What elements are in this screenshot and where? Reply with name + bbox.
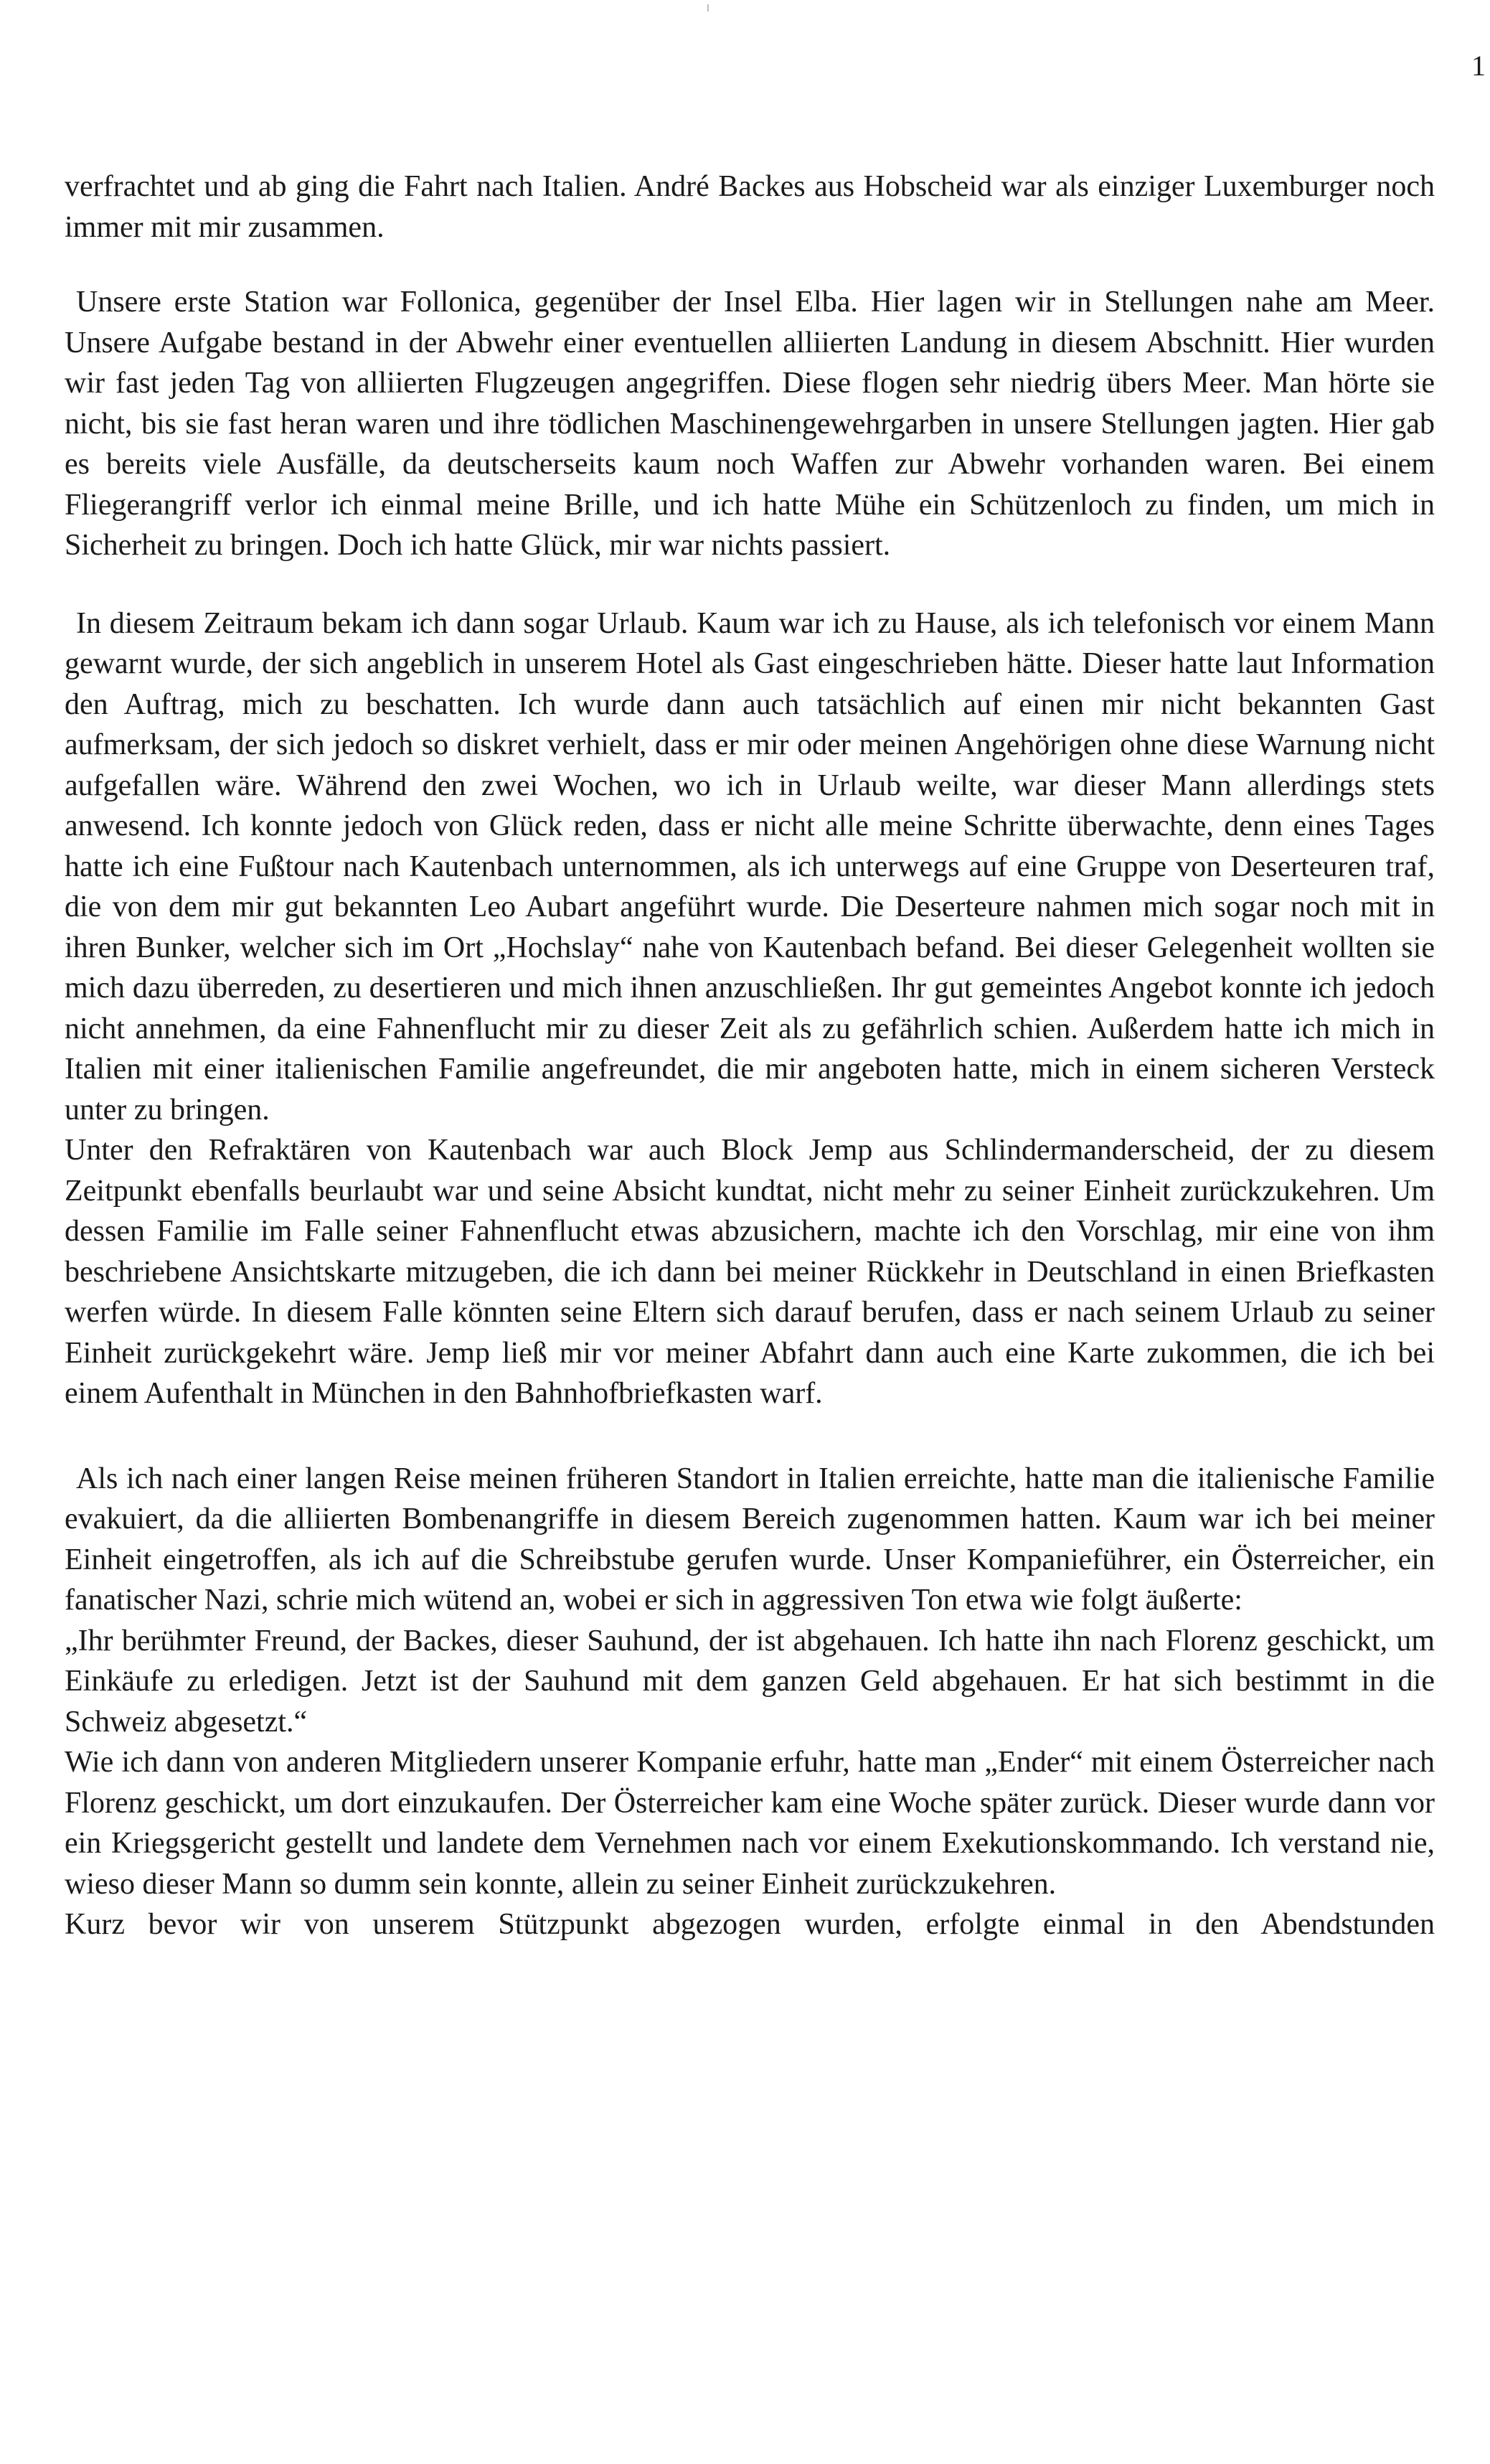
paragraph-gap: [65, 248, 1435, 282]
paragraph-8: Kurz bevor wir von unserem Stützpunkt abgezogen wurden, erfolgte einmal in den Abendstunden: [65, 1908, 1435, 1941]
paragraph-gap: [65, 1414, 1435, 1459]
document-body: [65, 166, 1435, 1945]
paragraph-gap: [65, 566, 1435, 603]
paragraph-3: In diesem Zeitraum bekam ich dann sogar Urlaub. Kaum war ich zu Hause, als ich telefonisch vor einem Mann gewarnt wurde, der sich angeblich in unserem Hotel als Gast eingeschrieben hätte. Dieser hatte laut Information den Auftrag, mich zu beschatten. Ich wurde dann auch tatsächlich auf einen mir nicht bekannten Gast aufmerksam, der sich jedoch so diskret verhielt, dass er mir oder meinen Angehörigen ohne diese Warnung nicht aufgefallen wäre. Während den zwei Wochen, wo ich in Urlaub weilte, war dieser Mann allerdings stets anwesend. Ich konnte jedoch von Glück reden, dass er nicht alle meine Schritte überwachte, denn eines Tages hatte ich eine Fußtour nach Kautenbach unternommen, als ich unterwegs auf eine Gruppe von Deserteuren traf, die von dem mir gut bekannten Leo Aubart angeführt wurde. Die Deserteure nahmen mich sogar noch mit in ihren Bunker, welcher sich im Ort „Hochslay“ nahe von Kautenbach befand. Bei dieser Gelegenheit wollten sie mich dazu überreden, zu desertieren und mich ihnen anzuschließen. Ihr gut gemeintes Angebot konnte ich jedoch nicht annehmen, da eine Fahnenflucht mir zu dieser Zeit als zu gefährlich schien. Außerdem hatte ich mich in Italien mit einer italienischen Familie angefreundet, die mir angeboten hatte, mich in einem sicheren Versteck unter zu bringen.: [65, 606, 1435, 1127]
paragraph-2: Unsere erste Station war Follonica, gegenüber der Insel Elba. Hier lagen wir in Stellungen nahe am Meer. Unsere Aufgabe bestand in der Abwehr einer eventuellen alliierten Landung in diesem Abschnitt. Hier wurden wir fast jeden Tag von alliierten Flugzeugen angegriffen. Diese flogen sehr niedrig übers Meer. Man hörte sie nicht, bis sie fast heran waren und ihre tödlichen Maschinengewehrgarben in unsere Stellungen jagten. Hier gab es bereits viele Ausfälle, da deutscherseits kaum noch Waffen zur Abwehr vorhanden waren. Bei einem Fliegerangriff verlor ich einmal meine Brille, und ich hatte Mühe ein Schützenloch zu finden, um mich in Sicherheit zu bringen. Doch ich hatte Glück, mir war nichts passiert.: [65, 286, 1435, 562]
paragraph-7: Wie ich dann von anderen Mitgliedern unserer Kompanie erfuhr, hatte man „Ender“ mit einem Österreicher nach Florenz geschickt, um dort einzukaufen. Der Österreicher kam eine Woche später zurück. Dieser wurde dann vor ein Kriegsgericht gestellt und landete dem Vernehmen nach vor einem Exekutionskommando. Ich verstand nie, wieso dieser Mann so dumm sein konnte, allein zu seiner Einheit zurückzukehren.: [65, 1746, 1435, 1901]
quote-paragraph: „Ihr berühmter Freund, der Backes, dieser Sauhund, der ist abgehauen. Ich hatte ihn nach Florenz geschickt, um Einkäufe zu erledigen. Jetzt ist der Sauhund mit dem ganzen Geld abgehauen. Er hat sich bestimmt in die Schweiz abgesetzt.“: [65, 1624, 1435, 1739]
page-number: 1: [1471, 50, 1486, 82]
paragraph-5: Als ich nach einer langen Reise meinen früheren Standort in Italien erreichte, hatte man die italienische Familie evakuiert, da die alliierten Bombenangriffe in diesem Bereich zugenommen hatten. Kaum war ich bei meiner Einheit eingetroffen, als ich auf die Schreibstube gerufen wurde. Unser Kompanieführer, ein Österreicher, ein fanatischer Nazi, schrie mich wütend an, wobei er sich in aggressiven Ton etwa wie folgt äußerte:: [65, 1462, 1435, 1617]
paragraph-4: Unter den Refraktären von Kautenbach war auch Block Jemp aus Schlindermanderscheid, der zu diesem Zeitpunkt ebenfalls beurlaubt war und seine Absicht kundtat, nicht mehr zu seiner Einheit zurückzukehren. Um dessen Familie im Falle seiner Fahnenflucht etwas abzusichern, machte ich den Vorschlag, mir eine von ihm beschriebene Ansichtskarte mitzugeben, die ich dann bei meiner Rückkehr in Deutschland in einen Briefkasten werfen würde. In diesem Falle könnten seine Eltern sich darauf berufen, dass er nach seinem Urlaub zu seiner Einheit zurückgekehrt wäre. Jemp ließ mir vor meiner Abfahrt dann auch eine Karte zukommen, die ich bei einem Aufenthalt in München in den Bahnhofbriefkasten warf.: [65, 1134, 1435, 1410]
scan-artifact: [707, 4, 709, 11]
paragraph-1: verfrachtet und ab ging die Fahrt nach Italien. André Backes aus Hobscheid war als einziger Luxemburger noch immer mit mir zusammen.: [65, 170, 1435, 244]
